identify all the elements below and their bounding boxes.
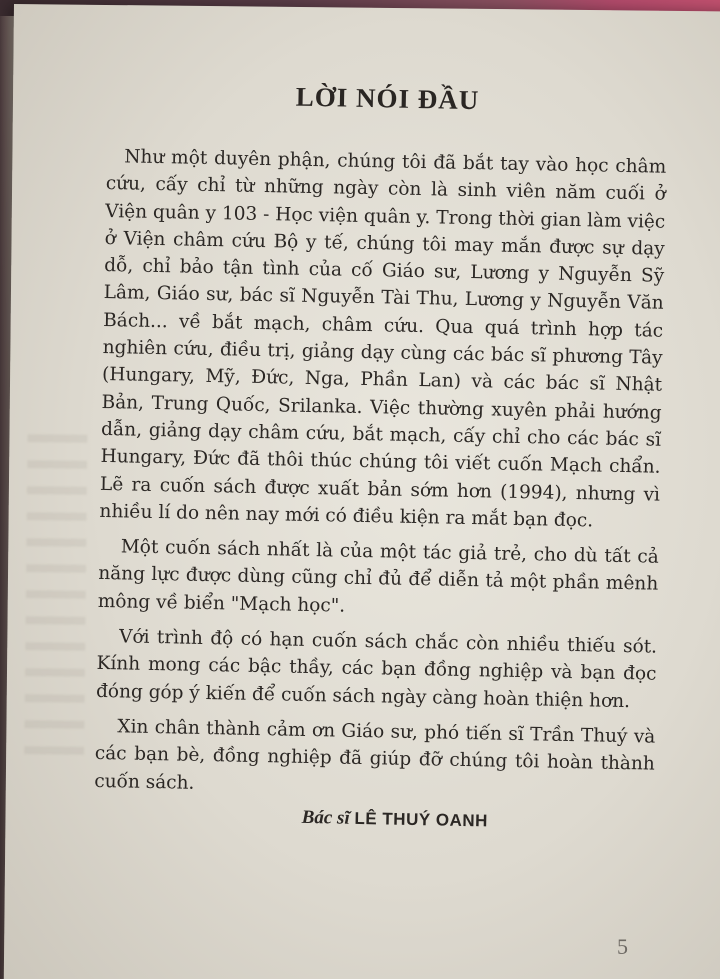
paragraph-1: Như một duyên phận, chúng tôi đã bắt tay vào học châm cứu, cấy chỉ từ những ngày còn là sinh viên năm cuối ở Viện quân y 103 - Học viện quân y. Trong thời gian làm việc ở Viện châm cứu Bộ y tế, chúng tôi may mắn được sự dạy dỗ, chỉ bảo tận tình của cố Giáo sư, Lương y Nguyễn Sỹ Lâm, Giáo sư, bác sĩ Nguyễn Tài Thu, Lương y Nguyễn Văn Bách... về bắt mạch, châm cứu. Qua quá trình hợp tác nghiên cứu, điều trị, giảng dạy cùng các bác sĩ phương Tây (Hungary, Mỹ, Đức, Nga, Phần Lan) và các bác sĩ Nhật Bản, Trung Quốc, Srilanka. Việc thường xuyên phải hướng dẫn, giảng dạy châm cứu, bắt mạch, cấy chỉ cho các bác sĩ Hungary, Đức đã thôi thúc chúng tôi viết cuốn Mạch chẩn. Lẽ ra cuốn sách được xuất bản sớm hơn (1994), nhưng vì nhiều lí do nên nay mới có điều kiện ra mắt bạn đọc.	[99, 146, 667, 532]
bleed-through-text	[24, 434, 87, 765]
paragraph-3: Với trình độ có hạn cuốn sách chắc còn nhiều thiếu sót. Kính mong các bậc thầy, các bạn đồng nghiệp và bạn đọc đóng góp ý kiến để cuốn sách ngày càng hoàn thiện hơn.	[95, 626, 658, 712]
page-content	[94, 70, 668, 835]
signature-name: LÊ THUÝ OANH	[354, 808, 489, 831]
signature-prefix: Bác sĩ	[301, 806, 350, 829]
paragraph-4: Xin chân thành cảm ơn Giáo sư, phó tiến sĩ Trần Thuý và các bạn bè, đồng nghiệp đã giúp đỡ chúng tôi hoàn thành cuốn sách.	[94, 716, 656, 794]
paragraph-2: Một cuốn sách nhất là của một tác giả trẻ, cho dù tất cả năng lực được dùng cũng chỉ đủ để diễn tả một phần mênh mông về biển "Mạch học".	[97, 536, 659, 617]
page-number: 5	[617, 934, 628, 959]
page-title: LỜI NÓI ĐẦU	[295, 81, 480, 116]
